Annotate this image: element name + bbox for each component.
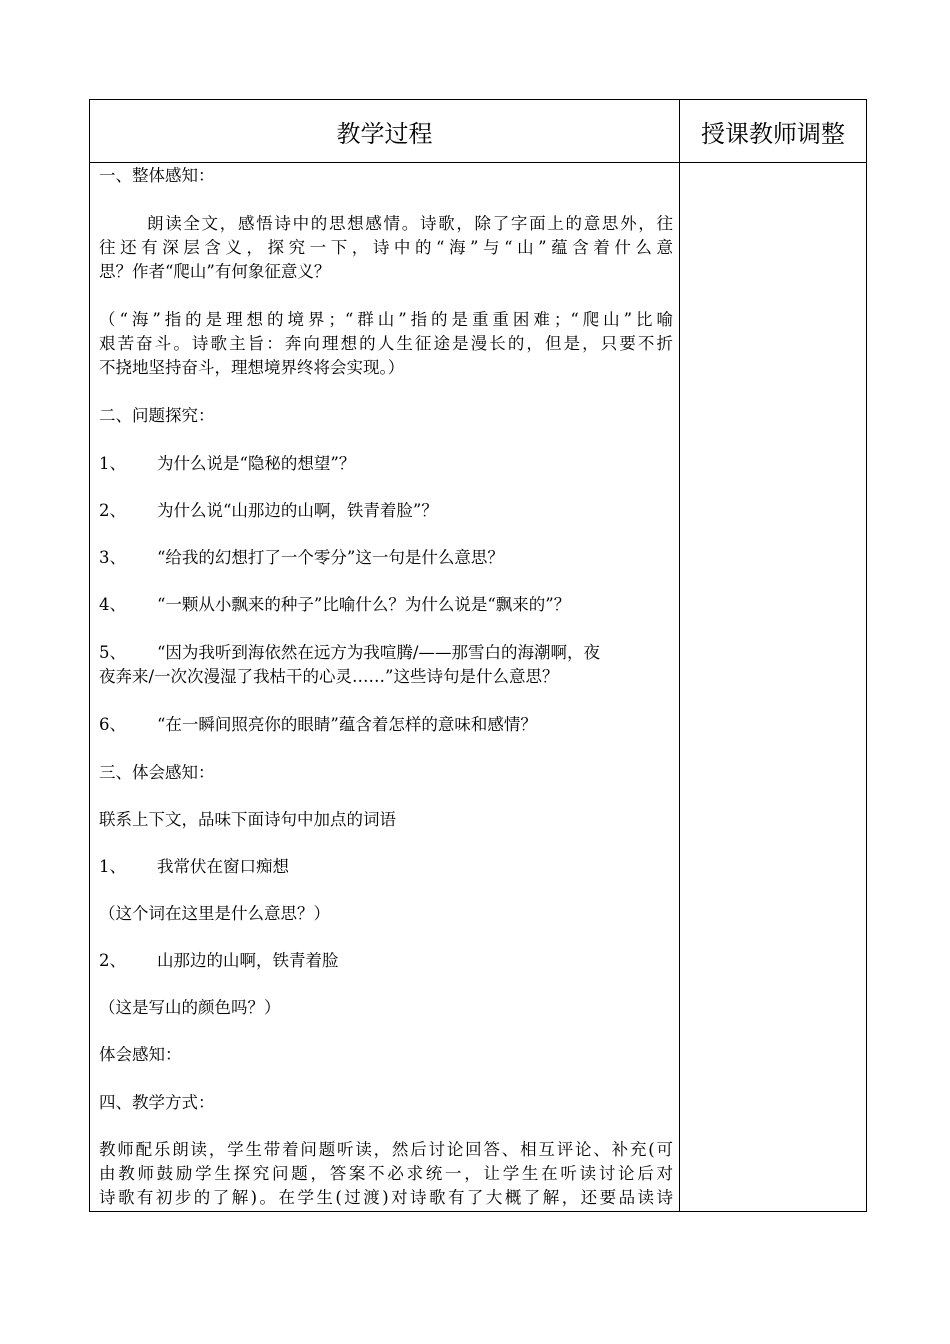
question-2-number: 2、 bbox=[99, 501, 126, 520]
question-5 bbox=[99, 641, 600, 665]
question-3-text: “给我的幻想打了一个零分”这一句是什么意思？ bbox=[157, 548, 504, 567]
question-1-number: 1、 bbox=[99, 454, 126, 473]
section1-para2-line1: （“海”指的是理想的境界；“群山”指的是重重困难；“爬山”比喻 bbox=[99, 310, 673, 329]
item-1-text: 我常伏在窗口痴想 bbox=[157, 857, 289, 876]
section4-para-line1: 教师配乐朗读，学生带着问题听读，然后讨论回答、相互评论、补充(可 bbox=[99, 1140, 673, 1159]
question-2-text: 为什么说“山那边的山啊，铁青着脸”？ bbox=[157, 501, 438, 520]
section3-summary: 体会感知： bbox=[99, 1045, 182, 1064]
question-6-text: “在一瞬间照亮你的眼睛”蕴含着怎样的意味和感情？ bbox=[157, 715, 537, 734]
question-4-text: “一颗从小飘来的种子”比喻什么？为什么说是“飘来的”？ bbox=[157, 595, 571, 614]
question-6-number: 6、 bbox=[99, 715, 126, 734]
section4-heading: 四、教学方式： bbox=[99, 1093, 215, 1112]
question-3 bbox=[99, 546, 504, 570]
question-4-number: 4、 bbox=[99, 595, 126, 614]
section1-para1-line1: 朗读全文，感悟诗中的思想感情。诗歌，除了字面上的意思外，往 bbox=[147, 214, 673, 233]
item-1-number: 1、 bbox=[99, 857, 126, 876]
section1-para1-line2: 往还有深层含义，探究一下，诗中的“海”与“山”蕴含着什么意 bbox=[99, 238, 673, 257]
section3-heading: 三、体会感知： bbox=[99, 763, 215, 782]
section1-para1-line3: 思？作者“爬山”有何象征意义？ bbox=[99, 262, 331, 281]
header-teaching-process: 教学过程 bbox=[336, 119, 433, 148]
question-1-text: 为什么说是“隐秘的想望”？ bbox=[157, 454, 356, 473]
column-divider bbox=[679, 99, 680, 1212]
question-1 bbox=[99, 452, 355, 476]
question-5-text-line1: “因为我听到海依然在远方为我喧腾/——那雪白的海潮啊，夜 bbox=[157, 643, 600, 662]
section1-para2-line3: 不挠地坚持奋斗，理想境界终将会实现。） bbox=[99, 358, 405, 377]
section1-para2-line2: 艰苦奋斗。诗歌主旨：奔向理想的人生征途是漫长的，但是，只要不折 bbox=[99, 334, 673, 353]
item-2-text: 山那边的山啊，铁青着脸 bbox=[157, 951, 339, 970]
question-5-number: 5、 bbox=[99, 643, 126, 662]
item-1 bbox=[99, 855, 289, 879]
item-1-note: （这个词在这里是什么意思？） bbox=[99, 904, 330, 923]
section4-para-line2: 由教师鼓励学生探究问题，答案不必求统一，让学生在听读讨论后对 bbox=[99, 1164, 673, 1183]
item-2 bbox=[99, 949, 339, 973]
question-4 bbox=[99, 593, 570, 617]
question-2 bbox=[99, 499, 438, 523]
header-row-divider bbox=[89, 162, 867, 163]
item-2-number: 2、 bbox=[99, 951, 126, 970]
question-5-text-line2: 夜奔来/一次次漫湿了我枯干的心灵……”这些诗句是什么意思？ bbox=[99, 667, 559, 686]
question-6 bbox=[99, 713, 537, 737]
section2-heading: 二、问题探究： bbox=[99, 406, 215, 425]
header-teacher-adjustment: 授课教师调整 bbox=[701, 119, 845, 148]
section4-para-line3: 诗歌有初步的了解)。在学生(过渡)对诗歌有了大概了解，还要品读诗 bbox=[99, 1188, 673, 1207]
item-2-note: （这是写山的颜色吗？） bbox=[99, 998, 281, 1017]
section3-intro: 联系上下文，品味下面诗句中加点的词语 bbox=[99, 810, 396, 829]
question-3-number: 3、 bbox=[99, 548, 126, 567]
section1-heading: 一、整体感知： bbox=[99, 166, 215, 185]
